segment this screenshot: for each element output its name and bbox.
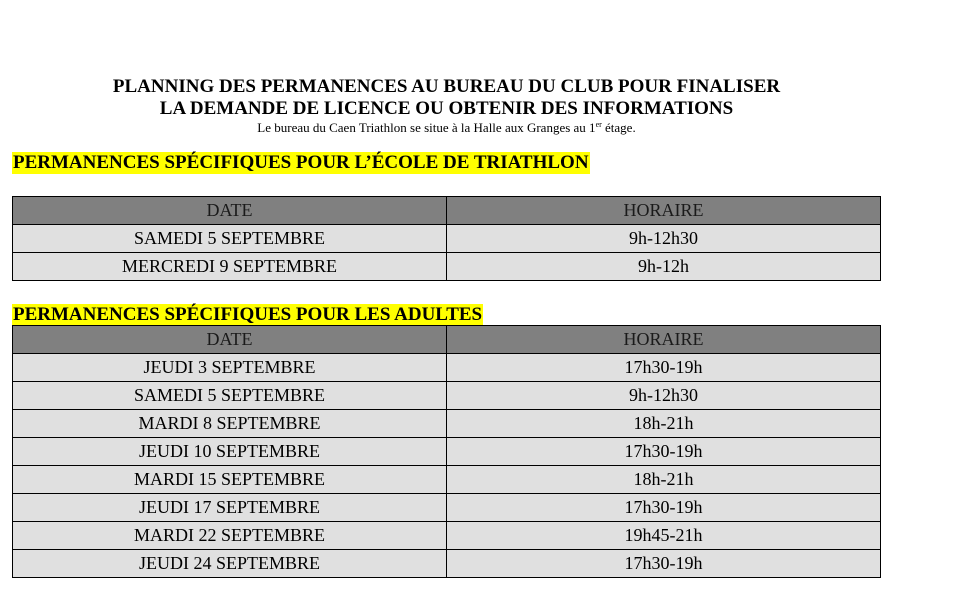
table-row: [13, 466, 881, 494]
table-row: [13, 253, 881, 281]
date-cell: SAMEDI 5 SEPTEMBRE: [13, 382, 447, 410]
subtitle-end: étage.: [601, 120, 636, 135]
horaire-cell: 18h-21h: [447, 466, 881, 494]
section-heading-adultes: PERMANENCES SPÉCIFIQUES POUR LES ADULTES: [13, 304, 483, 325]
horaire-cell: 9h-12h30: [447, 382, 881, 410]
date-cell: JEUDI 10 SEPTEMBRE: [13, 438, 447, 466]
date-cell: JEUDI 3 SEPTEMBRE: [13, 354, 447, 382]
horaire-cell: 17h30-19h: [447, 438, 881, 466]
horaire-cell: 18h-21h: [447, 410, 881, 438]
table-row: [13, 494, 881, 522]
date-cell: MARDI 15 SEPTEMBRE: [13, 466, 447, 494]
subtitle-text: Le bureau du Caen Triathlon se situe à la Halle aux Granges au 1: [257, 120, 596, 135]
subtitle-superscript: er: [595, 120, 602, 129]
date-cell: MARDI 8 SEPTEMBRE: [13, 410, 447, 438]
date-cell: JEUDI 17 SEPTEMBRE: [13, 494, 447, 522]
adultes-schedule-table: [12, 325, 881, 578]
horaire-cell: 17h30-19h: [447, 550, 881, 578]
table-header-row: [13, 197, 881, 225]
table-row: [13, 410, 881, 438]
table-row: [13, 354, 881, 382]
page-subtitle: [0, 120, 893, 136]
table-row: [13, 550, 881, 578]
table-row: [13, 382, 881, 410]
table-row: [13, 522, 881, 550]
date-cell: MERCREDI 9 SEPTEMBRE: [13, 253, 447, 281]
table-row: [13, 225, 881, 253]
horaire-cell: 9h-12h: [447, 253, 881, 281]
table-row: [13, 438, 881, 466]
horaire-cell: 17h30-19h: [447, 354, 881, 382]
page-title-line-2: LA DEMANDE DE LICENCE OU OBTENIR DES INFORMATIONS: [159, 98, 734, 119]
table-header-row: [13, 326, 881, 354]
date-cell: SAMEDI 5 SEPTEMBRE: [13, 225, 447, 253]
ecole-schedule-table: [12, 196, 881, 281]
section-heading-ecole: PERMANENCES SPÉCIFIQUES POUR L’ÉCOLE DE TRIATHLON: [13, 152, 589, 173]
horaire-cell: 17h30-19h: [447, 494, 881, 522]
column-header-horaire: HORAIRE: [447, 326, 881, 354]
date-cell: JEUDI 24 SEPTEMBRE: [13, 550, 447, 578]
column-header-date: DATE: [13, 197, 447, 225]
column-header-horaire: HORAIRE: [447, 197, 881, 225]
date-cell: MARDI 22 SEPTEMBRE: [13, 522, 447, 550]
horaire-cell: 19h45-21h: [447, 522, 881, 550]
horaire-cell: 9h-12h30: [447, 225, 881, 253]
column-header-date: DATE: [13, 326, 447, 354]
page-title-line-1: PLANNING DES PERMANENCES AU BUREAU DU CLUB POUR FINALISER: [112, 76, 781, 97]
